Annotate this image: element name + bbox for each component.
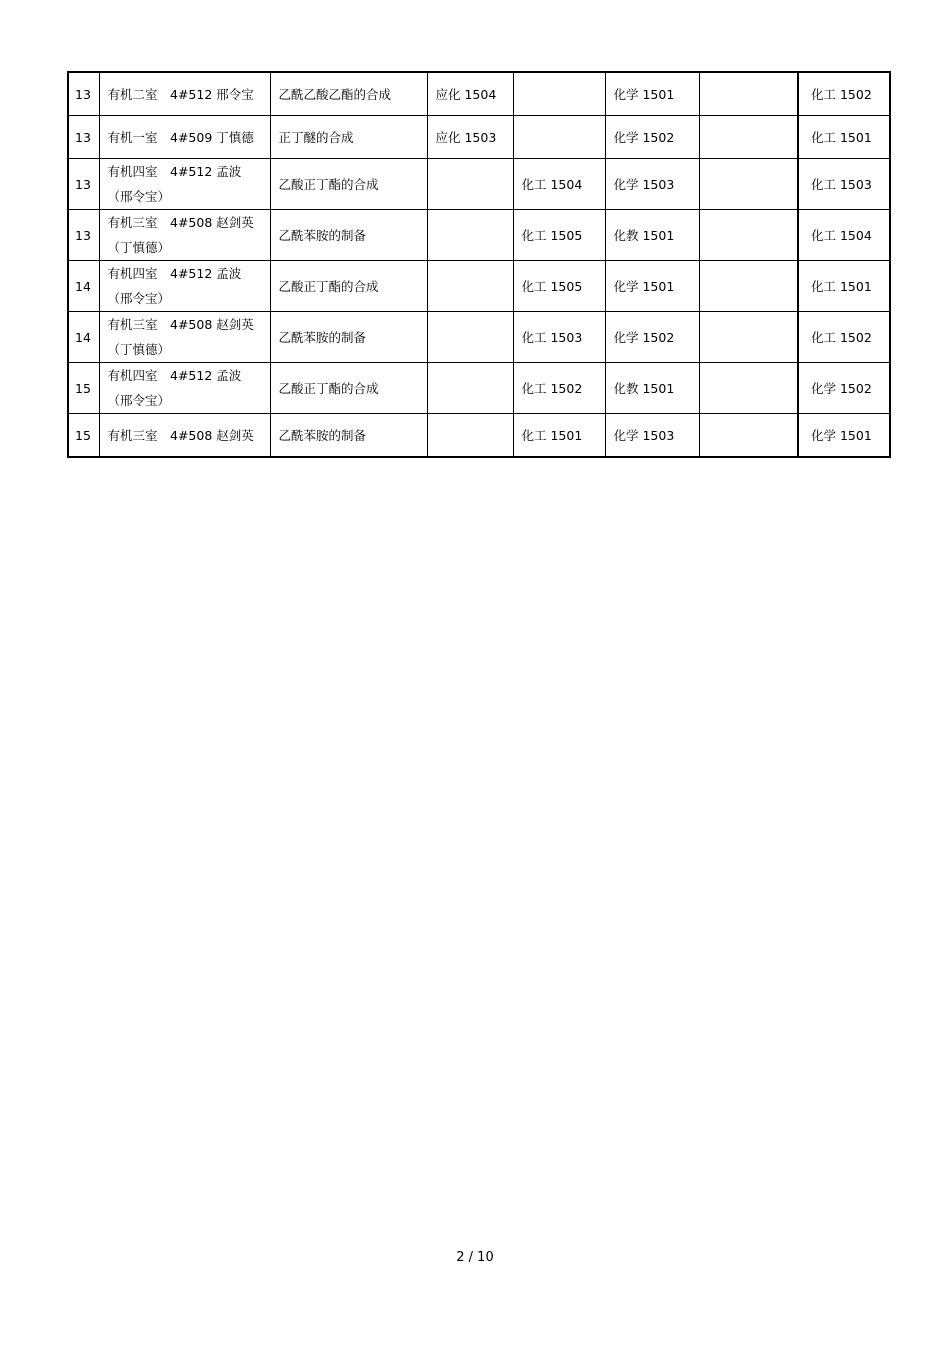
class-cell-4: [699, 210, 798, 261]
week-cell: 13: [68, 159, 99, 210]
table-row: [68, 261, 890, 312]
class-cell-3: 化学 1502: [605, 116, 699, 159]
week-cell: 13: [68, 116, 99, 159]
table-row: [68, 414, 890, 458]
experiment-cell: 乙酸正丁酯的合成: [270, 261, 427, 312]
class-cell-3: 化教 1501: [605, 363, 699, 414]
lab-room-line: 有机四室 4#512 孟波: [107, 266, 242, 281]
class-cell-1: [427, 261, 513, 312]
experiment-cell: 乙酰乙酸乙酯的合成: [270, 72, 427, 116]
lab-schedule-table: [67, 71, 891, 458]
table-body: [68, 72, 890, 457]
class-cell-4: [699, 414, 798, 458]
week-cell: 14: [68, 312, 99, 363]
class-cell-3: 化学 1503: [605, 159, 699, 210]
lab-room-line: 有机二室 4#512 邢令宝: [107, 86, 254, 102]
class-cell-4: [699, 72, 798, 116]
lab-room-cell: [99, 312, 270, 363]
class-cell-2: [513, 72, 605, 116]
week-cell: 15: [68, 363, 99, 414]
lab-room-cell: [99, 72, 270, 116]
lab-room-line: 有机四室 4#512 孟波: [107, 164, 242, 179]
table-row: [68, 116, 890, 159]
lab-room-line: 有机三室 4#508 赵剑英: [107, 427, 254, 443]
class-cell-3: 化学 1501: [605, 261, 699, 312]
lab-room-cell: [99, 210, 270, 261]
class-cell-5: 化工 1504: [798, 210, 890, 261]
class-cell-1: 应化 1503: [427, 116, 513, 159]
class-cell-4: [699, 116, 798, 159]
class-cell-1: [427, 210, 513, 261]
week-cell: 13: [68, 210, 99, 261]
experiment-cell: 乙酰苯胺的制备: [270, 210, 427, 261]
class-cell-4: [699, 261, 798, 312]
class-cell-1: [427, 159, 513, 210]
experiment-cell: 乙酰苯胺的制备: [270, 312, 427, 363]
table-row: [68, 159, 890, 210]
lab-room-line: （邢令宝）: [107, 291, 171, 306]
class-cell-5: 化学 1502: [798, 363, 890, 414]
table-row: [68, 312, 890, 363]
lab-room-cell: [99, 363, 270, 414]
class-cell-2: 化工 1502: [513, 363, 605, 414]
lab-room-cell: [99, 159, 270, 210]
class-cell-5: 化工 1502: [798, 312, 890, 363]
lab-room-line: （丁慎德）: [107, 342, 171, 357]
class-cell-5: 化工 1503: [798, 159, 890, 210]
class-cell-3: 化教 1501: [605, 210, 699, 261]
class-cell-1: 应化 1504: [427, 72, 513, 116]
class-cell-5: 化工 1501: [798, 261, 890, 312]
lab-room-line: 有机四室 4#512 孟波: [107, 368, 242, 383]
class-cell-5: 化工 1502: [798, 72, 890, 116]
experiment-cell: 乙酰苯胺的制备: [270, 414, 427, 458]
lab-room-line: （丁慎德）: [107, 240, 171, 255]
class-cell-2: 化工 1505: [513, 261, 605, 312]
class-cell-5: 化工 1501: [798, 116, 890, 159]
class-cell-2: 化工 1503: [513, 312, 605, 363]
class-cell-4: [699, 363, 798, 414]
week-cell: 15: [68, 414, 99, 458]
class-cell-4: [699, 312, 798, 363]
class-cell-2: [513, 116, 605, 159]
class-cell-2: 化工 1501: [513, 414, 605, 458]
class-cell-1: [427, 414, 513, 458]
class-cell-2: 化工 1504: [513, 159, 605, 210]
class-cell-1: [427, 312, 513, 363]
week-cell: 14: [68, 261, 99, 312]
lab-room-line: 有机三室 4#508 赵剑英: [107, 215, 254, 230]
class-cell-2: 化工 1505: [513, 210, 605, 261]
lab-room-line: （邢令宝）: [107, 393, 171, 408]
lab-room-cell: [99, 261, 270, 312]
class-cell-3: 化学 1502: [605, 312, 699, 363]
page-number: 2 / 10: [456, 1250, 494, 1265]
lab-room-line: 有机三室 4#508 赵剑英: [107, 317, 254, 332]
experiment-cell: 乙酸正丁酯的合成: [270, 363, 427, 414]
lab-room-line: 有机一室 4#509 丁慎德: [107, 129, 254, 145]
experiment-cell: 乙酸正丁酯的合成: [270, 159, 427, 210]
class-cell-3: 化学 1503: [605, 414, 699, 458]
week-cell: 13: [68, 72, 99, 116]
class-cell-3: 化学 1501: [605, 72, 699, 116]
table-row: [68, 363, 890, 414]
table-row: [68, 210, 890, 261]
lab-room-cell: [99, 116, 270, 159]
table-row: [68, 72, 890, 116]
class-cell-5: 化学 1501: [798, 414, 890, 458]
experiment-cell: 正丁醚的合成: [270, 116, 427, 159]
class-cell-4: [699, 159, 798, 210]
lab-room-line: （邢令宝）: [107, 189, 171, 204]
lab-room-cell: [99, 414, 270, 458]
class-cell-1: [427, 363, 513, 414]
